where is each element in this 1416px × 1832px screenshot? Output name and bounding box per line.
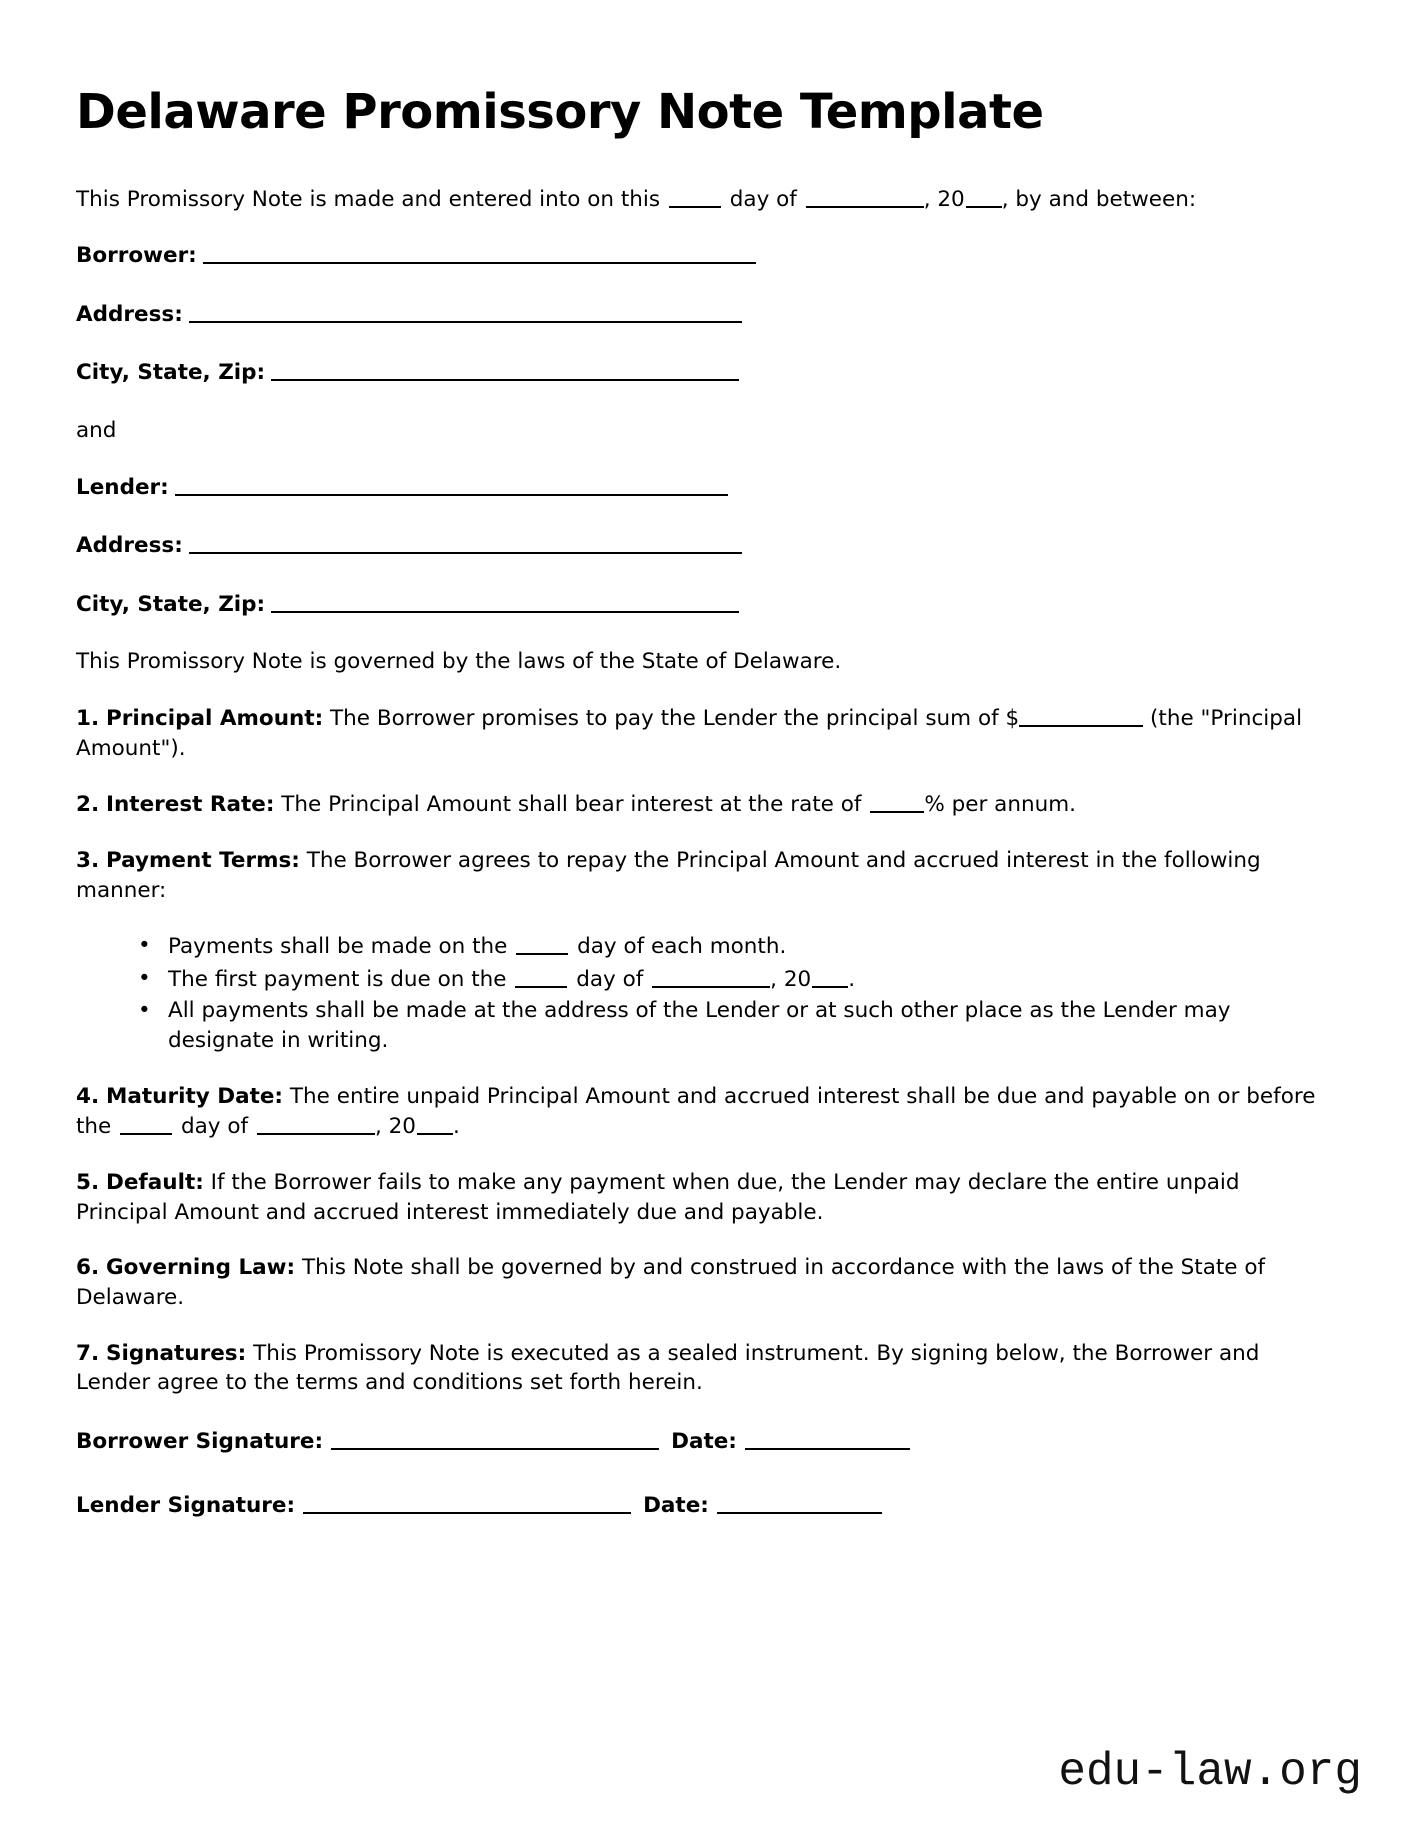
lender-date-label: Date: — [643, 1493, 709, 1519]
section-3-heading: Payment Terms: — [105, 847, 300, 873]
section-6-governing-law — [76, 1253, 1320, 1312]
maturity-month-blank[interactable] — [257, 1111, 375, 1135]
field-label-lender-city: City, State, Zip: — [76, 591, 266, 617]
governing-statement: This Promissory Note is governed by the laws of the State of Delaware. — [76, 649, 842, 675]
bullet-3-text: All payments shall be made at the address of the Lender or at such other place as the Lender may designate in writing. — [168, 998, 1231, 1054]
intro-text-part1: This Promissory Note is made and entered into on this — [76, 186, 661, 212]
section-4-text-year: , 20 — [374, 1114, 416, 1140]
section-3-payment-terms — [76, 846, 1320, 905]
section-4-text-mid: day of — [180, 1114, 249, 1140]
maturity-year-blank[interactable] — [417, 1111, 453, 1135]
section-3-text: The Borrower agrees to repay the Principal Amount and accrued interest in the following manner: — [76, 847, 1261, 903]
bullet-2-part2: day of — [576, 966, 644, 992]
borrower-date-input[interactable] — [745, 1426, 910, 1450]
intro-paragraph — [76, 184, 1320, 215]
field-borrower-address — [76, 299, 1320, 330]
section-3-number: 3. — [76, 847, 100, 873]
lender-signature-row — [76, 1490, 1320, 1521]
lender-name-input[interactable] — [175, 472, 728, 496]
section-1-text-before: The Borrower promises to pay the Lender the principal sum of $ — [330, 706, 1020, 732]
borrower-signature-label: Borrower Signature: — [76, 1428, 324, 1454]
section-1-heading: Principal Amount: — [105, 706, 324, 732]
intro-year-blank[interactable] — [966, 184, 1002, 208]
section-4-number: 4. — [76, 1083, 100, 1109]
bullet-2-part3: , 20 — [770, 966, 812, 992]
intro-text-part3: , 20 — [923, 186, 965, 212]
field-borrower — [76, 240, 1320, 271]
field-label-borrower: Borrower: — [76, 243, 197, 269]
borrower-signature-input[interactable] — [331, 1426, 659, 1450]
section-4-heading: Maturity Date: — [105, 1083, 284, 1109]
site-watermark: edu-law.org — [1058, 1746, 1362, 1798]
first-payment-month-blank[interactable] — [652, 964, 770, 988]
section-1-number: 1. — [76, 706, 100, 732]
bullet-1-part2: day of each month. — [577, 934, 787, 960]
field-label-borrower-city: City, State, Zip: — [76, 360, 266, 386]
lender-address-input[interactable] — [189, 530, 742, 554]
section-7-number: 7. — [76, 1340, 100, 1366]
borrower-signature-row — [76, 1426, 1320, 1457]
section-7-signatures — [76, 1339, 1320, 1398]
bullet-2-part1: The first payment is due on the — [168, 966, 507, 992]
bullet-1-part1: Payments shall be made on the — [168, 934, 508, 960]
list-item — [138, 996, 1320, 1055]
section-4-text-after: . — [452, 1114, 460, 1140]
principal-amount-input[interactable] — [1019, 703, 1143, 727]
first-payment-day-blank[interactable] — [515, 964, 567, 988]
section-5-default — [76, 1168, 1320, 1227]
section-4-maturity-date — [76, 1082, 1320, 1142]
lender-signature-label: Lender Signature: — [76, 1493, 296, 1519]
section-2-interest-rate — [76, 789, 1320, 820]
borrower-address-input[interactable] — [189, 299, 742, 323]
section-2-text-after: % per annum. — [924, 792, 1076, 818]
field-label-borrower-address: Address: — [76, 301, 183, 327]
field-label-lender: Lender: — [76, 474, 169, 500]
section-7-heading: Signatures: — [105, 1340, 247, 1366]
lender-city-input[interactable] — [271, 589, 739, 613]
list-item — [138, 931, 1320, 962]
section-6-text: This Note shall be governed by and construed in accordance with the laws of the State of Delaware. — [76, 1255, 1266, 1310]
conjunction-and: and — [76, 418, 117, 444]
first-payment-year-blank[interactable] — [812, 964, 848, 988]
field-label-lender-address: Address: — [76, 533, 183, 559]
lender-date-input[interactable] — [717, 1490, 882, 1514]
payment-terms-list — [76, 931, 1320, 1055]
monthly-payment-day-blank[interactable] — [516, 931, 568, 955]
intro-day-blank[interactable] — [669, 184, 721, 208]
section-2-heading: Interest Rate: — [105, 792, 275, 818]
section-2-number: 2. — [76, 792, 100, 818]
section-6-heading: Governing Law: — [105, 1255, 296, 1281]
field-lender-city — [76, 589, 1320, 620]
section-5-text: If the Borrower fails to make any payment when due, the Lender may declare the entire unpaid Principal Amount and accrued interest immediately due and payable. — [76, 1169, 1240, 1225]
intro-text-part2: day of — [729, 186, 797, 212]
section-5-heading: Default: — [105, 1169, 204, 1195]
field-lender — [76, 472, 1320, 503]
borrower-date-label: Date: — [671, 1428, 737, 1454]
lender-signature-input[interactable] — [303, 1490, 631, 1514]
section-7-text: This Promissory Note is executed as a sealed instrument. By signing below, the Borrower and Lender agree to the terms and conditions set forth herein. — [76, 1340, 1260, 1396]
bullet-2-part4: . — [848, 966, 856, 992]
maturity-day-blank[interactable] — [120, 1111, 172, 1135]
borrower-name-input[interactable] — [203, 240, 756, 264]
section-4-text-before: The entire unpaid Principal Amount and accrued interest shall be due and payable on or before the — [76, 1083, 1316, 1140]
field-borrower-city — [76, 357, 1320, 388]
section-6-number: 6. — [76, 1255, 100, 1281]
interest-rate-input[interactable] — [870, 789, 924, 813]
section-5-number: 5. — [76, 1169, 100, 1195]
section-2-text-before: The Principal Amount shall bear interest at the rate of — [281, 792, 862, 818]
field-lender-address — [76, 530, 1320, 561]
intro-month-blank[interactable] — [806, 184, 924, 208]
page-title: Delaware Promissory Note Template — [76, 84, 1044, 140]
list-item — [138, 964, 1320, 995]
intro-text-part4: , by and between: — [1001, 186, 1197, 212]
borrower-city-input[interactable] — [271, 357, 739, 381]
section-1-principal-amount — [76, 703, 1320, 763]
section-1-text-after: (the "Principal Amount"). — [76, 706, 1303, 761]
